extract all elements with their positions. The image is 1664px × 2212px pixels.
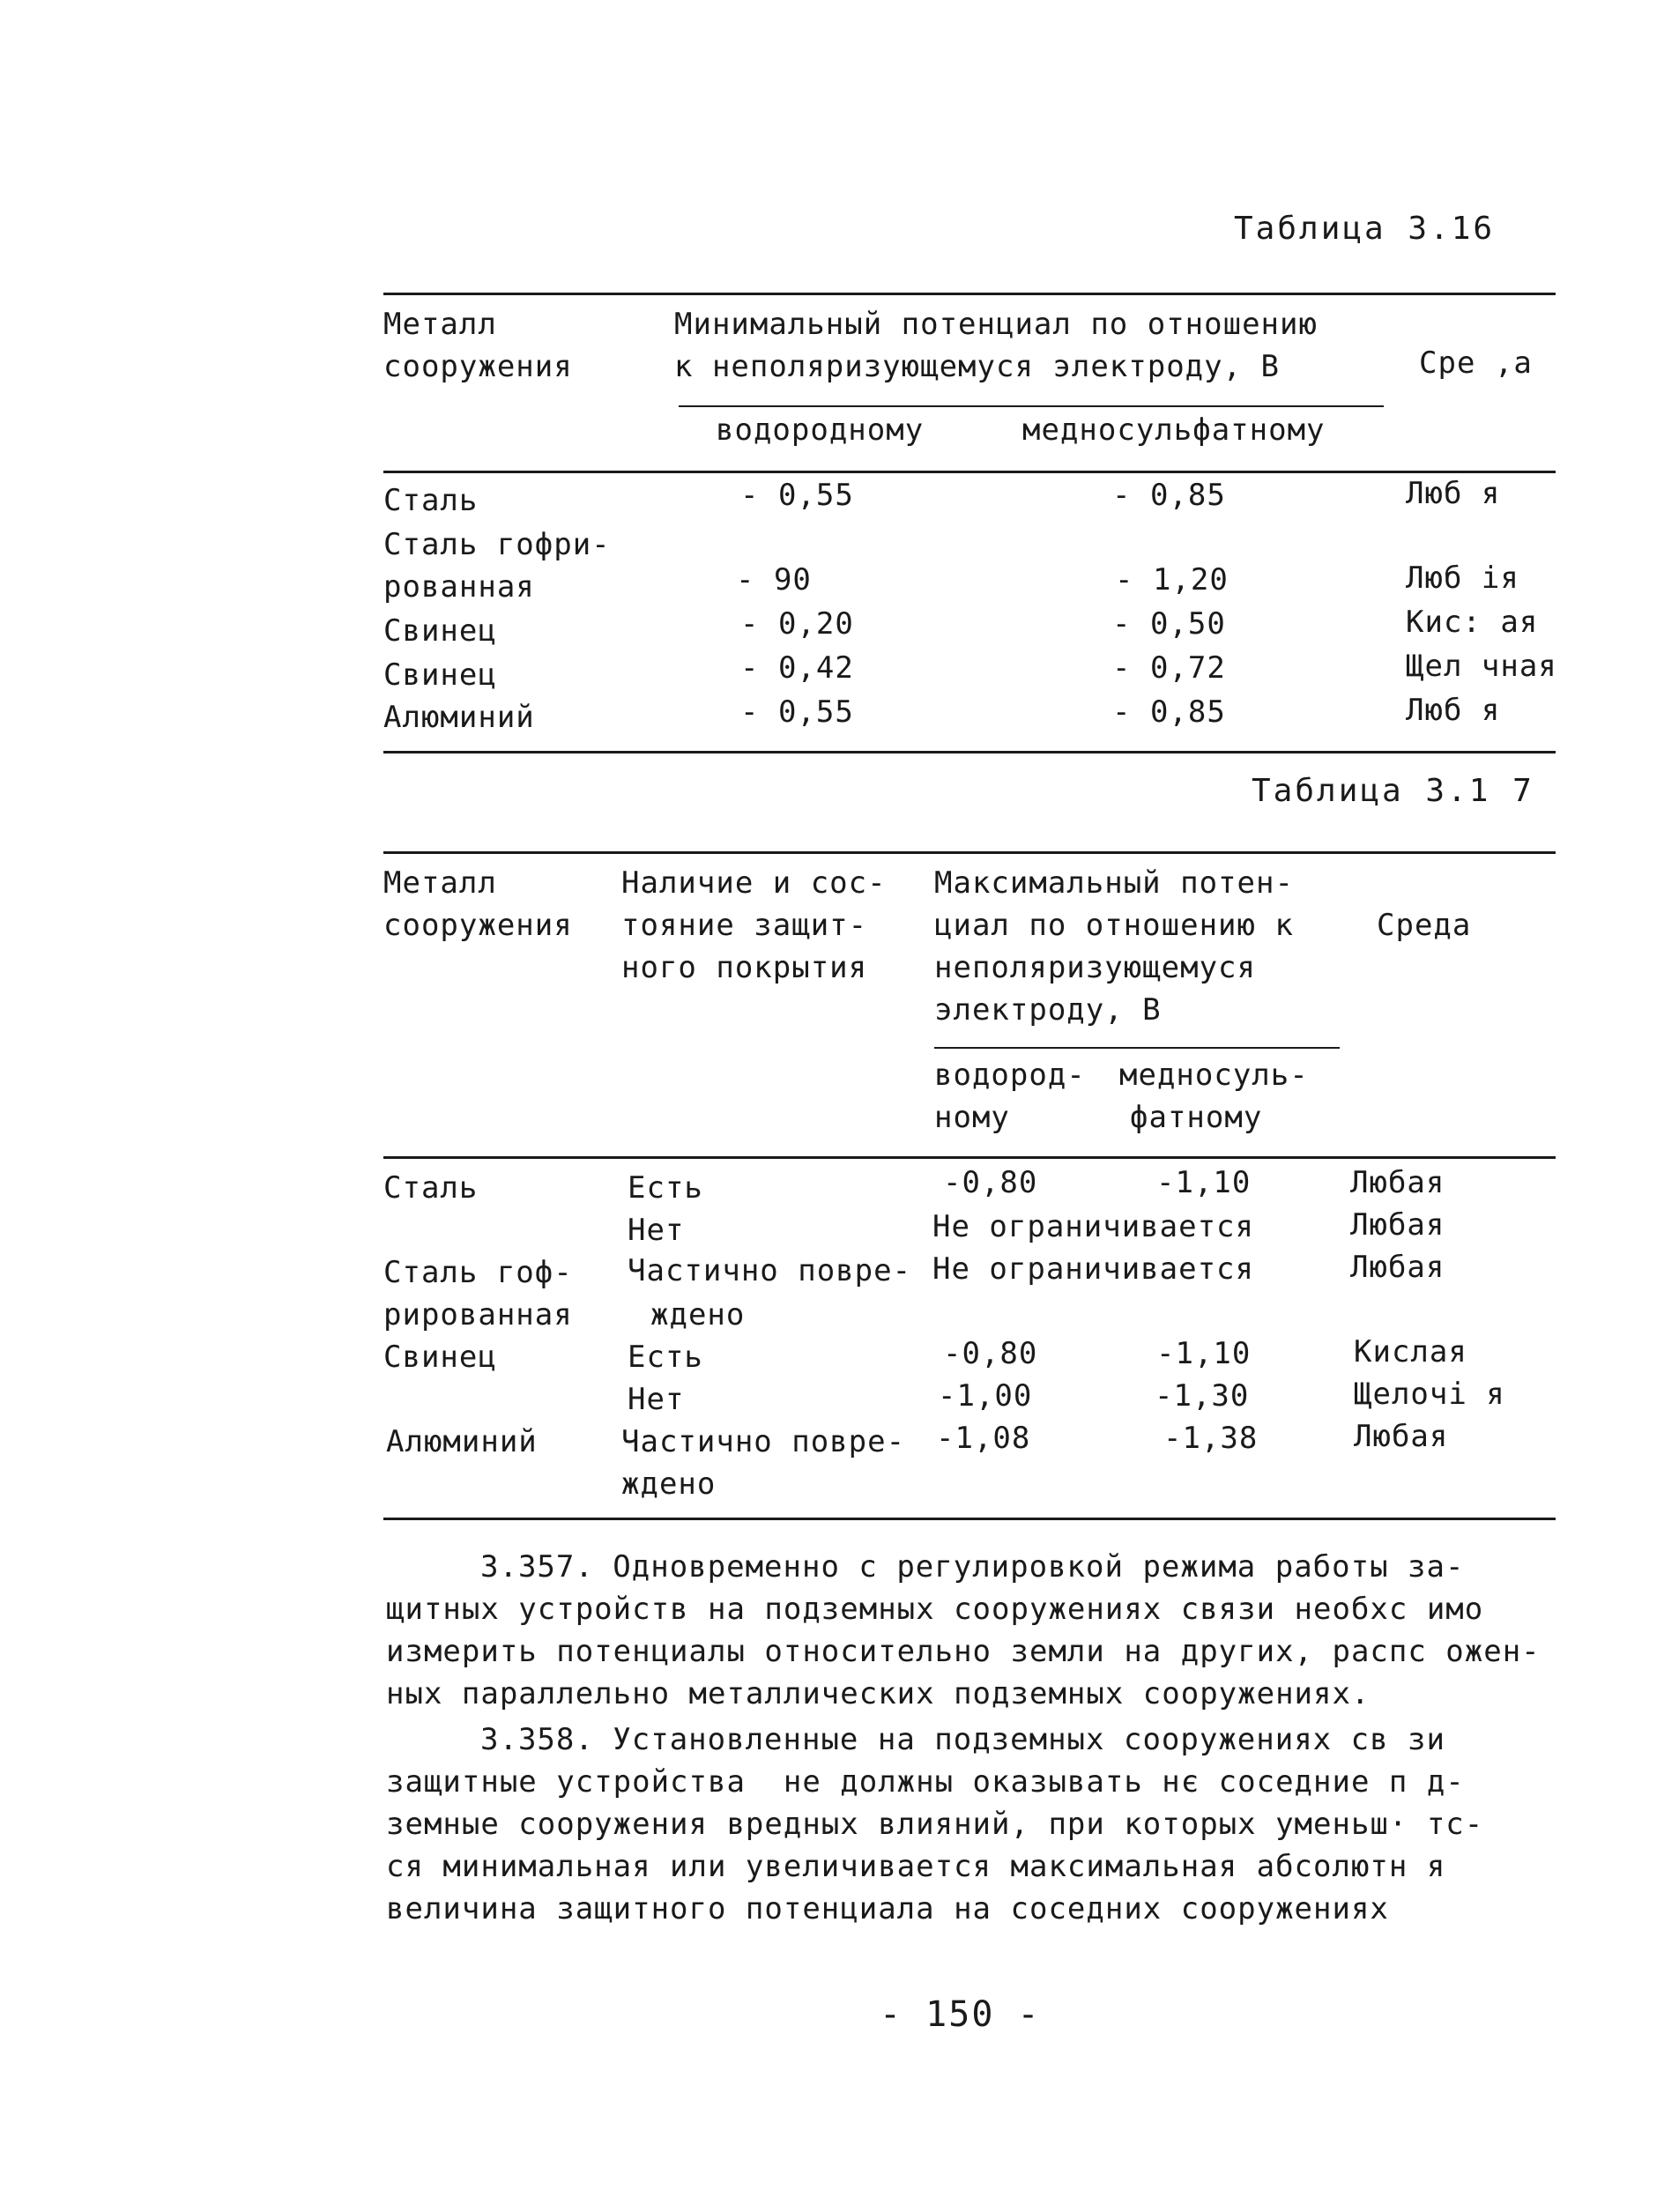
paragraph-line: ся минимальная или увеличивается максимальная абсолютн я xyxy=(386,1849,1446,1884)
cell-copper-sulfate-value: - 0,85 xyxy=(1112,694,1226,730)
paragraph-line: измерить потенциалы относительно земли на других, распс ожен- xyxy=(386,1634,1541,1669)
column-header-environment: Среда xyxy=(1377,908,1472,943)
table-top-rule xyxy=(383,293,1556,295)
cell-metal: Алюминий xyxy=(383,700,535,735)
column-header-coating: тояние защит- xyxy=(621,908,868,943)
cell-copper-sulfate-value: -1,30 xyxy=(1155,1378,1250,1414)
cell-copper-sulfate-value: - 0,85 xyxy=(1112,478,1226,513)
table-bottom-rule xyxy=(383,751,1556,753)
cell-hydrogen-value: -1,00 xyxy=(938,1378,1033,1414)
cell-environment: Любая xyxy=(1350,1207,1445,1243)
column-header-coating: ного покрытия xyxy=(621,950,868,985)
cell-coating: Есть xyxy=(628,1170,703,1206)
cell-environment: Кислая xyxy=(1354,1334,1467,1370)
cell-environment: Люб я xyxy=(1406,693,1501,728)
cell-environment: Кис: ая xyxy=(1406,605,1539,640)
cell-environment: Щелочі я xyxy=(1354,1377,1505,1412)
cell-copper-sulfate-value: -1,38 xyxy=(1163,1421,1259,1456)
cell-environment: Щел чная xyxy=(1406,649,1557,684)
subheader-copper-sulfate: медносуль- xyxy=(1119,1058,1309,1093)
cell-metal: Сталь гофри- xyxy=(383,527,611,562)
table-bottom-rule xyxy=(383,1518,1556,1520)
cell-metal: Сталь гоф- xyxy=(383,1255,573,1290)
column-header-potential: Минимальный потенциал по отношению xyxy=(674,307,1318,342)
paragraph-line: 3.358. Установленные на подземных сооружениях св зи xyxy=(480,1722,1445,1757)
cell-coating: Частично повре- xyxy=(621,1424,906,1459)
cell-metal: рованная xyxy=(383,569,535,605)
paragraph-line: 3.357. Одновременно с регулировкой режима работы за- xyxy=(480,1549,1465,1585)
paragraph-line: щитных устройств на подземных сооружениях связи необхс имо xyxy=(386,1592,1484,1627)
column-header-metal: сооружения xyxy=(383,908,573,943)
cell-copper-sulfate-value: -1,10 xyxy=(1156,1165,1252,1200)
subheader-copper-sulfate: фатному xyxy=(1130,1100,1263,1135)
cell-hydrogen-value: - 0,55 xyxy=(740,478,854,513)
subheader-hydrogen: водородному xyxy=(716,412,925,448)
column-header-metal: сооружения xyxy=(383,349,573,384)
column-header-metal: Металл xyxy=(383,307,497,342)
paragraph-line: земные сооружения вредных влияний, при которых уменьш· тс- xyxy=(386,1807,1484,1842)
cell-coating: Нет xyxy=(628,1213,685,1248)
table-caption: Таблица 3.16 xyxy=(1234,211,1496,247)
cell-metal: Сталь xyxy=(383,483,479,518)
cell-metal: Свинец xyxy=(383,657,497,693)
subheader-hydrogen: ному xyxy=(934,1100,1010,1135)
cell-hydrogen-value: -1,08 xyxy=(936,1421,1031,1456)
subheader-hydrogen: водород- xyxy=(934,1058,1086,1093)
column-header-potential: Максимальный потен- xyxy=(934,865,1294,901)
table-caption: Таблица 3.1 7 xyxy=(1252,773,1534,809)
cell-environment: Любая xyxy=(1354,1419,1449,1454)
cell-hydrogen-value: - 0,42 xyxy=(740,650,854,686)
column-header-potential: циал по отношению к xyxy=(934,908,1294,943)
cell-copper-sulfate-value: - 0,72 xyxy=(1112,650,1226,686)
cell-hydrogen-value: -0,80 xyxy=(943,1336,1038,1371)
column-header-potential: к неполяризующемуся электроду, В xyxy=(674,349,1281,384)
cell-hydrogen-value: - 0,20 xyxy=(740,606,854,642)
column-header-potential: неполяризующемуся xyxy=(934,950,1256,985)
column-header-coating: Наличие и сос- xyxy=(621,865,887,901)
paragraph-line: ных параллельно металлических подземных сооружениях. xyxy=(386,1676,1371,1711)
cell-metal: Сталь xyxy=(383,1170,479,1206)
cell-hydrogen-value: - 90 xyxy=(736,562,812,598)
column-header-metal: Металл xyxy=(383,865,497,901)
cell-metal: Алюминий xyxy=(386,1424,538,1459)
cell-coating: ждено xyxy=(621,1466,717,1502)
cell-metal: Свинец xyxy=(383,613,497,649)
cell-copper-sulfate-value: - 0,50 xyxy=(1112,606,1226,642)
subheader-rule xyxy=(934,1047,1340,1049)
paragraph-line: величина защитного потенциала на соседних сооружениях xyxy=(386,1891,1389,1926)
cell-coating: Есть xyxy=(628,1340,703,1375)
cell-metal: Свинец xyxy=(383,1340,497,1375)
cell-copper-sulfate-value: -1,10 xyxy=(1156,1336,1252,1371)
table-top-rule xyxy=(383,851,1556,854)
cell-copper-sulfate-value: - 1,20 xyxy=(1115,562,1229,598)
header-bottom-rule xyxy=(383,1156,1556,1159)
cell-coating: Частично повре- xyxy=(628,1253,912,1288)
subheader-copper-sulfate: медносульфатному xyxy=(1022,412,1326,448)
paragraph-line: защитные устройства не должны оказывать нє соседние п д- xyxy=(386,1764,1465,1800)
cell-merged-value: Не ограничивается xyxy=(932,1209,1254,1244)
column-header-potential: электроду, В xyxy=(934,992,1162,1028)
cell-environment: Люб ія xyxy=(1406,560,1519,596)
header-bottom-rule xyxy=(383,471,1556,473)
cell-hydrogen-value: - 0,55 xyxy=(740,694,854,730)
page-number: - 150 - xyxy=(880,1994,1041,2035)
cell-coating: ждено xyxy=(650,1297,746,1332)
cell-environment: Любая xyxy=(1350,1165,1445,1200)
cell-environment: Люб я xyxy=(1406,476,1501,511)
column-header-environment: Сре ,а xyxy=(1419,345,1533,381)
cell-environment: Любая xyxy=(1350,1250,1445,1285)
subheader-rule xyxy=(679,405,1384,407)
cell-metal: рированная xyxy=(383,1297,573,1332)
cell-hydrogen-value: -0,80 xyxy=(943,1165,1038,1200)
cell-coating: Нет xyxy=(628,1382,685,1417)
cell-merged-value: Не ограничивается xyxy=(932,1251,1254,1287)
